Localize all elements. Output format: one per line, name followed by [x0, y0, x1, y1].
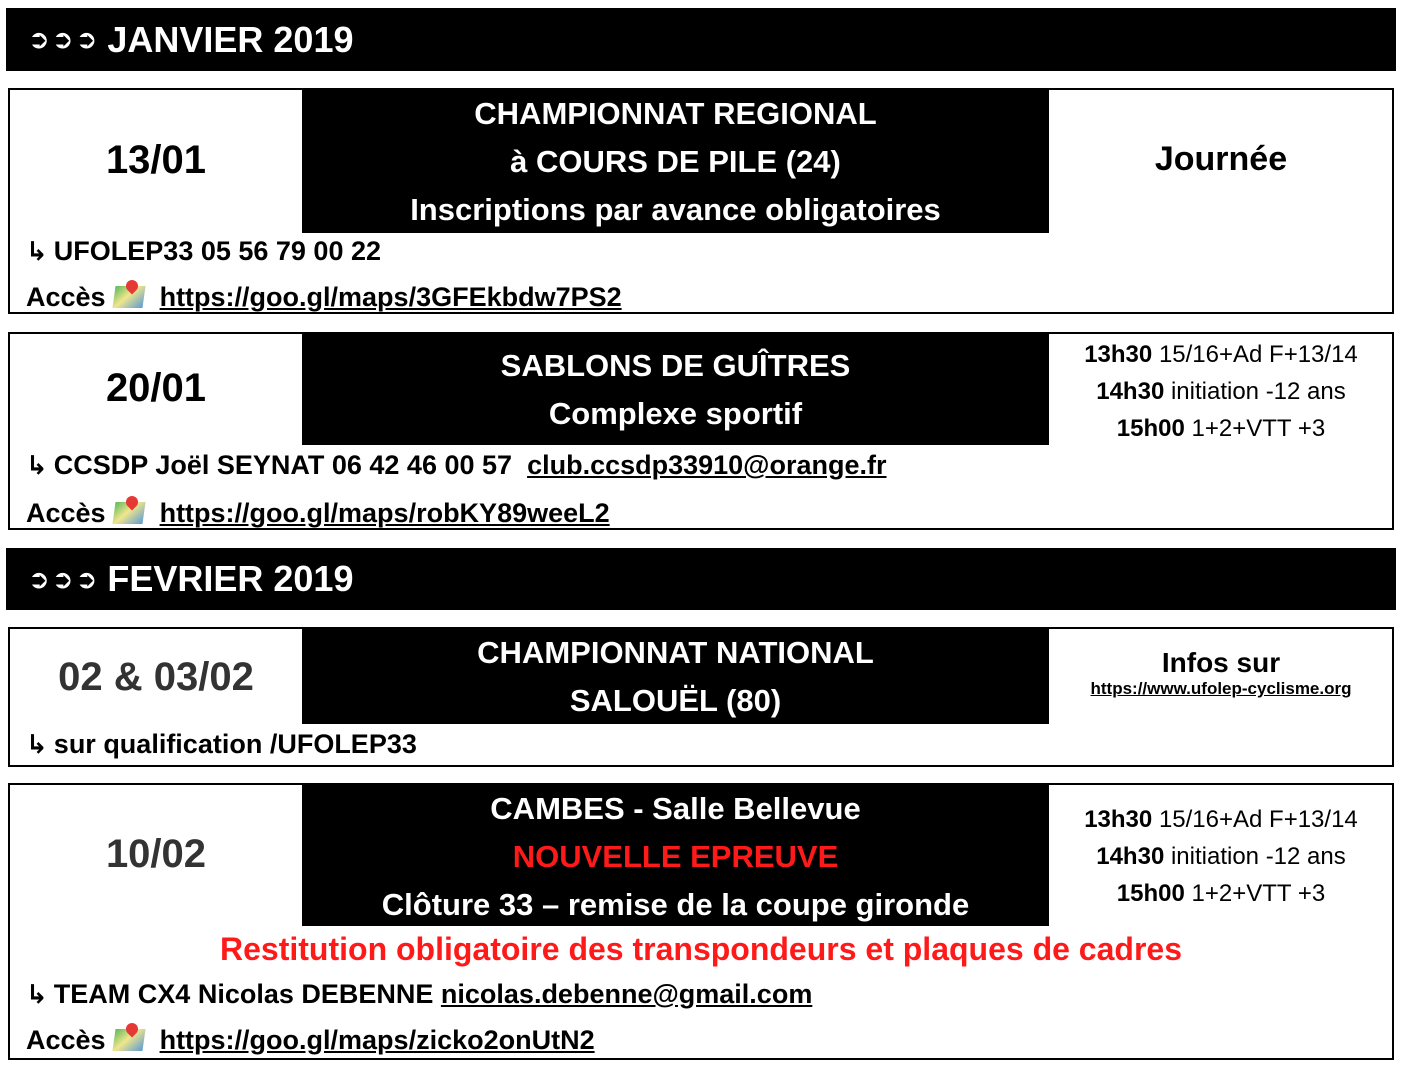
contact-text: CCSDP Joël SEYNAT 06 42 46 00 57 — [53, 450, 513, 480]
google-maps-icon — [114, 496, 148, 526]
access-label: Accès — [26, 498, 106, 528]
event-card — [8, 627, 1394, 767]
access-label: Accès — [26, 1025, 106, 1055]
event-schedule — [1050, 801, 1392, 912]
schedule-desc: initiation -12 ans — [1170, 843, 1346, 870]
schedule-time: 15h00 — [1116, 415, 1185, 442]
event-time-info — [1050, 140, 1392, 179]
schedule-time: 13h30 — [1084, 341, 1153, 368]
map-link[interactable]: https://goo.gl/maps/3GFEkbdw7PS2 — [159, 282, 622, 312]
warning-text: Restitution obligatoire des transpondeurs et plaques de cadres — [220, 931, 1182, 967]
access-line — [26, 496, 610, 529]
title-line: Complexe sportif — [548, 396, 803, 431]
event-title — [302, 90, 1049, 233]
month-header-janvier — [6, 8, 1396, 71]
event-date: 10/02 — [105, 832, 207, 876]
schedule-row — [1050, 373, 1392, 410]
infos-link[interactable]: https://www.ufolep-cyclisme.org — [1090, 679, 1352, 698]
access-label: Accès — [26, 282, 106, 312]
title-line-highlight: NOUVELLE EPREUVE — [512, 839, 839, 874]
schedule-time: 15h00 — [1116, 880, 1185, 907]
contact-email-link[interactable]: nicolas.debenne@gmail.com — [440, 979, 813, 1009]
access-line — [26, 280, 622, 313]
map-link[interactable]: https://goo.gl/maps/robKY89weeL2 — [159, 498, 610, 528]
hook-arrow-icon: ↳ — [26, 979, 48, 1009]
contact-line — [26, 450, 887, 481]
event-infos — [1050, 647, 1392, 699]
event-card — [8, 88, 1394, 314]
month-label: FEVRIER 2019 — [107, 558, 354, 599]
title-line: SALOUËL (80) — [569, 683, 782, 718]
event-date: 20/01 — [105, 366, 207, 410]
schedule-row — [1050, 838, 1392, 875]
google-maps-icon — [114, 280, 148, 310]
schedule-row — [1050, 875, 1392, 912]
contact-text: sur qualification /UFOLEP33 — [53, 729, 417, 759]
schedule-time: 13h30 — [1084, 806, 1153, 833]
title-line: CAMBES - Salle Bellevue — [490, 791, 861, 826]
schedule-desc: 1+2+VTT +3 — [1191, 415, 1326, 442]
infos-title: Infos sur — [1161, 647, 1281, 678]
schedule-desc: 1+2+VTT +3 — [1191, 880, 1326, 907]
event-date: 13/01 — [105, 138, 207, 182]
schedule-time: 14h30 — [1096, 378, 1165, 405]
schedule-desc: 15/16+Ad F+13/14 — [1158, 806, 1358, 833]
title-line: Clôture 33 – remise de la coupe gironde — [381, 887, 970, 922]
contact-text: TEAM CX4 Nicolas DEBENNE — [53, 979, 434, 1009]
event-schedule — [1050, 336, 1392, 447]
contact-line — [26, 236, 381, 267]
schedule-desc: 15/16+Ad F+13/14 — [1158, 341, 1358, 368]
contact-email-link[interactable]: club.ccsdp33910@orange.fr — [527, 450, 887, 480]
title-line: CHAMPIONNAT REGIONAL — [474, 96, 877, 131]
event-title — [302, 334, 1049, 445]
contact-text: UFOLEP33 05 56 79 00 22 — [53, 236, 382, 266]
schedule-row — [1050, 410, 1392, 447]
contact-line — [26, 979, 812, 1010]
event-card — [8, 783, 1394, 1060]
title-line: SABLONS DE GUÎTRES — [500, 348, 851, 383]
google-maps-icon — [114, 1023, 148, 1053]
event-date: 02 & 03/02 — [58, 655, 254, 699]
access-line — [26, 1023, 595, 1056]
schedule-time: 14h30 — [1096, 843, 1165, 870]
schedule-desc: initiation -12 ans — [1170, 378, 1346, 405]
month-header-fevrier — [6, 548, 1396, 610]
event-title — [302, 629, 1049, 724]
event-card — [8, 332, 1394, 530]
map-link[interactable]: https://goo.gl/maps/zicko2onUtN2 — [159, 1025, 595, 1055]
hook-arrow-icon: ↳ — [26, 729, 48, 759]
schedule-row — [1050, 336, 1392, 373]
title-line: CHAMPIONNAT NATIONAL — [477, 635, 874, 670]
event-title — [302, 785, 1049, 926]
time-label: Journée — [1154, 140, 1288, 178]
contact-line — [26, 729, 417, 760]
month-label: JANVIER 2019 — [107, 18, 354, 60]
hook-arrow-icon: ↳ — [26, 450, 48, 480]
title-line: à COURS DE PILE (24) — [510, 144, 841, 179]
hook-arrow-icon: ↳ — [26, 236, 48, 266]
schedule-row — [1050, 801, 1392, 838]
title-line: Inscriptions par avance obligatoires — [410, 192, 941, 227]
arrows-icon: ➲➲➲ — [28, 563, 100, 594]
arrows-icon: ➲➲➲ — [28, 24, 100, 54]
